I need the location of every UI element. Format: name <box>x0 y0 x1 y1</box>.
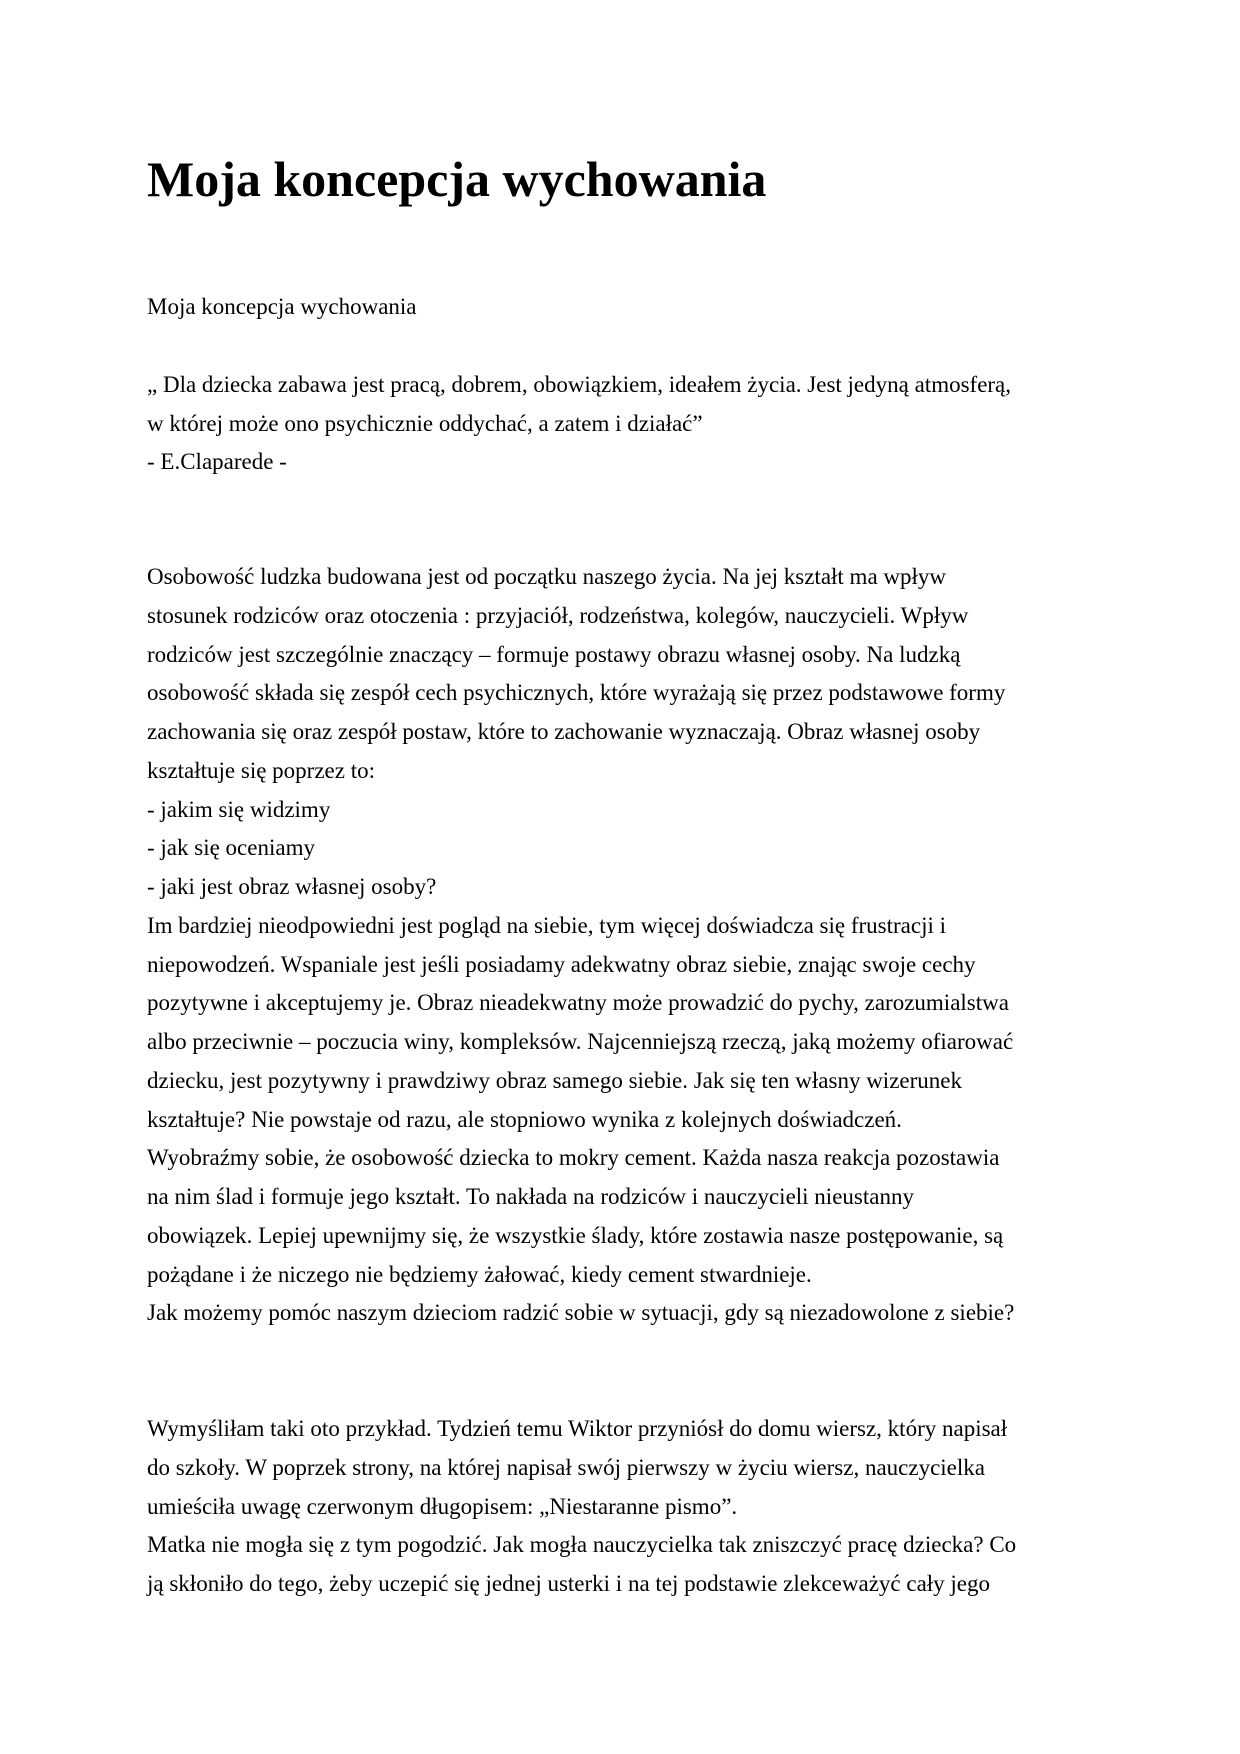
text-line: ją skłoniło do tego, żeby uczepić się jednej usterki i na tej podstawie zlekceważyć cały jego <box>147 1571 991 1597</box>
text-line: Wyobraźmy sobie, że osobowość dziecka to mokry cement. Każda nasza reakcja pozostawia <box>147 1145 1000 1171</box>
text-line: Wymyśliłam taki oto przykład. Tydzień temu Wiktor przyniósł do domu wiersz, który napisał <box>147 1416 1008 1441</box>
quote-line: w której może ono psychicznie oddychać, a zatem i działać” <box>147 411 703 436</box>
text-line: niepowodzeń. Wspaniale jest jeśli posiadamy adekwatny obraz siebie, znając swoje cechy <box>147 951 976 977</box>
text-line: pozytywne i akceptujemy je. Obraz nieadekwatny może prowadzić do pychy, zarozumialstwa <box>147 990 1009 1016</box>
text-line: Osobowość ludzka budowana jest od początku naszego życia. Na jej kształt ma wpływ <box>147 564 947 589</box>
quote-author: - E.Claparede - <box>147 449 287 474</box>
text-line: zachowania się oraz zespół postaw, które to zachowanie wyznaczają. Obraz własnej osoby <box>147 719 981 745</box>
text-line: obowiązek. Lepiej upewnijmy się, że wszystkie ślady, które zostawia nasze postępowanie, są <box>147 1222 1004 1248</box>
text-line: Im bardziej nieodpowiedni jest pogląd na siebie, tym więcej doświadcza się frustracji i <box>147 912 946 938</box>
text-line: Matka nie mogła się z tym pogodzić. Jak mogła nauczycielka tak zniszczyć pracę dziecka? Co <box>147 1532 1017 1558</box>
text-line: do szkoły. W poprzek strony, na której napisał swój pierwszy w życiu wiersz, nauczycielka <box>147 1454 985 1480</box>
text-line: stosunek rodziców oraz otoczenia : przyjaciół, rodzeństwa, kolegów, nauczycieli. Wpływ <box>147 602 969 628</box>
text-line: pożądane i że niczego nie będziemy żałować, kiedy cement stwardnieje. <box>147 1261 812 1287</box>
text-line: osobowość składa się zespół cech psychicznych, które wyrażają się przez podstawowe formy <box>147 680 1006 706</box>
text-line: na nim ślad i formuje jego kształt. To nakłada na rodziców i nauczycieli nieustanny <box>147 1184 914 1210</box>
text-line: albo przeciwnie – poczucia winy, kompleksów. Najcenniejszą rzeczą, jaką możemy ofiarować <box>147 1029 1014 1055</box>
text-line: Jak możemy pomóc naszym dzieciom radzić sobie w sytuacji, gdy są niezadowolone z siebie? <box>147 1300 1015 1326</box>
quote-line: „ Dla dziecka zabawa jest pracą, dobrem, obowiązkiem, ideałem życia. Jest jedyną atmosferą, <box>147 372 1012 397</box>
text-line: kształtuje się poprzez to: <box>147 757 376 783</box>
subtitle: Moja koncepcja wychowania <box>147 294 417 319</box>
text-line: dziecku, jest pozytywny i prawdziwy obraz samego siebie. Jak się ten własny wizerunek <box>147 1067 962 1093</box>
text-line: - jakim się widzimy <box>147 796 331 822</box>
text-line: - jak się oceniamy <box>147 835 315 861</box>
text-line: kształtuje? Nie powstaje od razu, ale stopniowo wynika z kolejnych doświadczeń. <box>147 1106 902 1132</box>
text-line: - jaki jest obraz własnej osoby? <box>147 874 437 900</box>
text-line: rodziców jest szczególnie znaczący – formuje postawy obrazu własnej osoby. Na ludzką <box>147 641 961 667</box>
document-title: Moja koncepcja wychowania <box>147 151 767 207</box>
text-line: umieściła uwagę czerwonym długopisem: „Niestaranne pismo”. <box>147 1493 738 1519</box>
